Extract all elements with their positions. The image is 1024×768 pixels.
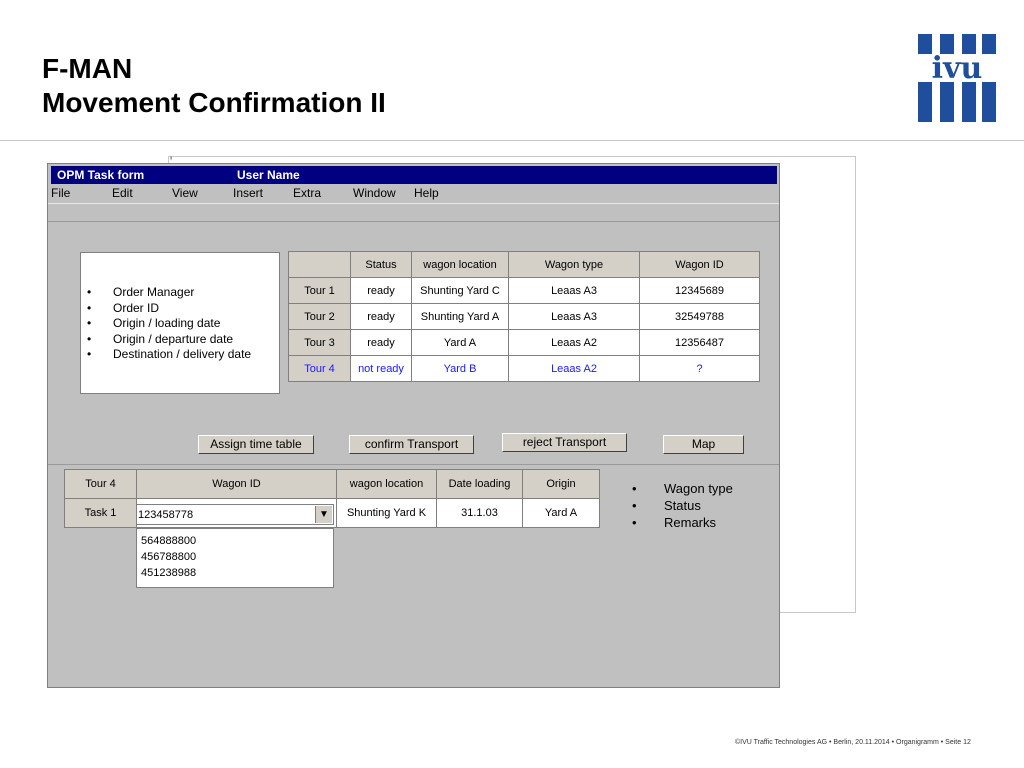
toolbar-separator: [48, 203, 779, 204]
slide-title: [42, 52, 386, 120]
table-row[interactable]: [289, 304, 760, 330]
cell-wagon-type: Leaas A3: [509, 278, 640, 304]
extra-fields-list: [632, 480, 733, 531]
cell-wagon-id: 12356487: [640, 330, 760, 356]
cell-wagon-type: Leaas A2: [509, 330, 640, 356]
cell-status: not ready: [351, 356, 412, 382]
header-wagon-location[interactable]: wagon location: [412, 252, 509, 278]
table-row[interactable]: [289, 278, 760, 304]
cell-location: Shunting Yard C: [412, 278, 509, 304]
ivu-logo: [918, 34, 996, 122]
row-label[interactable]: Tour 1: [289, 278, 351, 304]
opm-task-window: [47, 163, 780, 688]
map-button[interactable]: Map: [663, 435, 744, 454]
header-wagon-id[interactable]: Wagon ID: [640, 252, 760, 278]
header-blank: [289, 252, 351, 278]
header-date-loading[interactable]: Date loading: [437, 470, 523, 499]
row-label[interactable]: Task 1: [65, 499, 137, 528]
cell-status: ready: [351, 330, 412, 356]
cell-origin: Yard A: [523, 499, 600, 528]
cell-date: 31.1.03: [437, 499, 523, 528]
menu-edit[interactable]: Edit: [112, 186, 133, 200]
cell-status: ready: [351, 304, 412, 330]
list-item: • Status: [632, 497, 733, 514]
tiny-caption-mark: ▮: [170, 155, 173, 160]
menu-help[interactable]: Help: [414, 186, 439, 200]
dropdown-arrow-icon[interactable]: ▼: [315, 506, 332, 523]
cell-location: Shunting Yard K: [337, 499, 437, 528]
cell-location: Yard A: [412, 330, 509, 356]
list-item: • Order ID: [87, 301, 251, 317]
menu-extra[interactable]: Extra: [293, 186, 322, 200]
table-header-row: [65, 470, 600, 499]
list-item: • Remarks: [632, 514, 733, 531]
dropdown-option[interactable]: 451238988: [141, 567, 197, 579]
slide-footer: ©IVU Traffic Technologies AG • Berlin, 20.11.2014 • Organigramm • Seite 12: [735, 739, 971, 746]
table-row-highlighted[interactable]: [289, 356, 760, 382]
wagon-id-select[interactable]: [136, 504, 334, 525]
dropdown-option[interactable]: 564888800: [141, 535, 197, 547]
panel-separator: [48, 464, 779, 465]
header-origin[interactable]: Origin: [523, 470, 600, 499]
list-item: • Wagon type: [632, 480, 733, 497]
menu-insert[interactable]: Insert: [233, 186, 264, 200]
menu-file[interactable]: File: [51, 186, 71, 200]
menu-window[interactable]: Window: [353, 186, 396, 200]
wagon-id-dropdown-list: [136, 528, 334, 588]
tour-table: [288, 251, 760, 382]
row-label[interactable]: Tour 4: [289, 356, 351, 382]
assign-time-table-button[interactable]: Assign time table: [198, 435, 314, 454]
title-divider: [0, 140, 1024, 141]
cell-wagon-type: Leaas A2: [509, 356, 640, 382]
wagon-id-selected-value: 123458778: [138, 509, 194, 521]
table-row[interactable]: [289, 330, 760, 356]
list-item: • Origin / loading date: [87, 316, 251, 332]
list-item: • Origin / departure date: [87, 332, 251, 348]
row-label[interactable]: Tour 3: [289, 330, 351, 356]
header-wagon-id[interactable]: Wagon ID: [137, 470, 337, 499]
menu-view[interactable]: View: [172, 186, 198, 200]
header-tour[interactable]: Tour 4: [65, 470, 137, 499]
table-header-row: [289, 252, 760, 278]
row-label[interactable]: Tour 2: [289, 304, 351, 330]
list-item: • Destination / delivery date: [87, 347, 251, 363]
header-status[interactable]: Status: [351, 252, 412, 278]
window-titlebar[interactable]: [51, 166, 777, 184]
cell-location: Yard B: [412, 356, 509, 382]
cell-location: Shunting Yard A: [412, 304, 509, 330]
order-info-list[interactable]: [80, 252, 280, 394]
svg-text:ivu: ivu: [931, 51, 983, 86]
cell-wagon-id: 12345689: [640, 278, 760, 304]
slide-title-line-1: F-MAN: [42, 53, 133, 84]
cell-status: ready: [351, 278, 412, 304]
cell-wagon-id: ?: [640, 356, 760, 382]
cell-wagon-id: 32549788: [640, 304, 760, 330]
slide-title-line-2: Movement Confirmation II: [42, 87, 386, 118]
cell-wagon-type: Leaas A3: [509, 304, 640, 330]
toolbar-separator-dark: [48, 221, 779, 222]
header-wagon-location[interactable]: wagon location: [337, 470, 437, 499]
confirm-transport-button[interactable]: confirm Transport: [349, 435, 474, 454]
header-wagon-type[interactable]: Wagon type: [509, 252, 640, 278]
user-name: User Name: [237, 168, 300, 182]
dropdown-option[interactable]: 456788800: [141, 551, 197, 563]
menu-bar: [48, 184, 779, 202]
reject-transport-button[interactable]: reject Transport: [502, 433, 627, 452]
list-item: • Order Manager: [87, 285, 251, 301]
window-title: OPM Task form: [57, 168, 145, 182]
